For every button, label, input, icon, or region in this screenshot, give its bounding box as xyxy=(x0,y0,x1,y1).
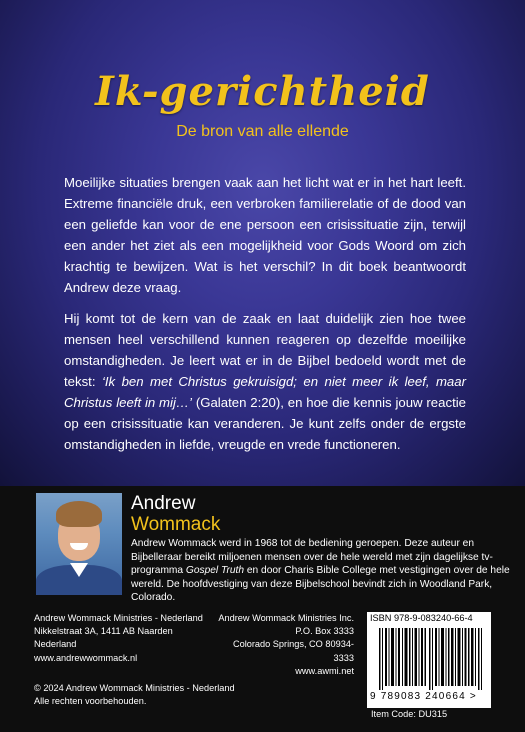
author-photo xyxy=(36,493,122,595)
barcode-box xyxy=(367,612,491,708)
copyright-notice xyxy=(34,682,274,708)
book-subtitle: De bron van alle ellende xyxy=(176,123,349,140)
item-code: Item Code: DU315 xyxy=(371,709,448,719)
author-bio-part-2: en door Charis Bible College met vestigingen over de hele wereld. De hoofdvestiging van deze Bijbelschool bevindt zich in Woodland Park, Colorado. xyxy=(131,565,510,604)
author-first-name: Andrew xyxy=(131,493,196,514)
author-last-name: Wommack xyxy=(131,514,221,535)
address-us-website: www.awmi.net xyxy=(295,665,354,676)
tv-program-name: Gospel Truth xyxy=(185,565,245,577)
address-us-line-2: P.O. Box 3333 xyxy=(295,626,354,637)
address-nl-line-1: Andrew Wommack Ministries - Nederland xyxy=(34,613,203,623)
book-title: Ik-gerichtheid xyxy=(95,68,430,115)
address-nl-website: www.andrewwommack.nl xyxy=(34,652,138,663)
blurb-paragraph-2-start: Hij komt tot de kern van de zaak en laat duidelijk zien hoe twee mensen heel verschillend kunnen reageren op dezelfde moeilijke omstandigheden. Je leert wat er in de Bijbel bedoeld wordt met de tekst: xyxy=(64,311,466,389)
copyright-line-2: Alle rechten voorbehouden. xyxy=(34,696,147,707)
barcode-digits: 9 789083 240664 > xyxy=(370,691,477,702)
blurb-paragraph-1: Moeilijke situaties brengen vaak aan het licht wat er in het hart leeft. Extreme financiële druk, een verbroken familierelatie of de dood van een geliefde kan voor de ene persoon een crisissituatie zijn, terwijl een ander het ziet als een mogelijkheid voor Gods Woord om zich krachtig te bewijzen. Wat is het verschil? In dit boek beantwoordt Andrew deze vraag. xyxy=(64,175,466,295)
bible-quote: ‘Ik ben met Christus gekruisigd; en niet meer ik leef, maar Christus leeft in mij…’ xyxy=(64,374,466,410)
isbn-label: ISBN 978-9-083240-66-4 xyxy=(370,613,473,623)
author-photo-hair xyxy=(56,501,102,527)
address-usa xyxy=(218,612,354,678)
address-us-line-1: Andrew Wommack Ministries Inc. xyxy=(218,613,354,623)
copyright-line-1: © 2024 Andrew Wommack Ministries - Nederland xyxy=(34,683,235,693)
blurb-paragraph-2-end: (Galaten 2:20), en hoe die kennis jouw reactie op een crisissituatie kan veranderen. Je kunt zelfs onder de ergste omstandigheden in liefde, vreugde en vrede functioneren. xyxy=(64,395,466,452)
address-netherlands xyxy=(34,612,214,665)
barcode-icon xyxy=(379,628,483,690)
address-us-line-3: Colorado Springs, CO 80934-3333 xyxy=(232,639,354,663)
address-nl-line-2: Nikkelstraat 3A, 1411 AB Naarden xyxy=(34,626,173,637)
address-nl-line-3: Nederland xyxy=(34,639,77,650)
author-bio xyxy=(131,537,521,605)
author-bio-part-1: Andrew Wommack werd in 1968 tot de bediening geroepen. Deze auteur en Bijbelleraar bereikt miljoenen mensen over de hele wereld met zijn dagelijkse tv-programma xyxy=(131,538,493,577)
blurb-paragraph-2 xyxy=(64,308,466,455)
